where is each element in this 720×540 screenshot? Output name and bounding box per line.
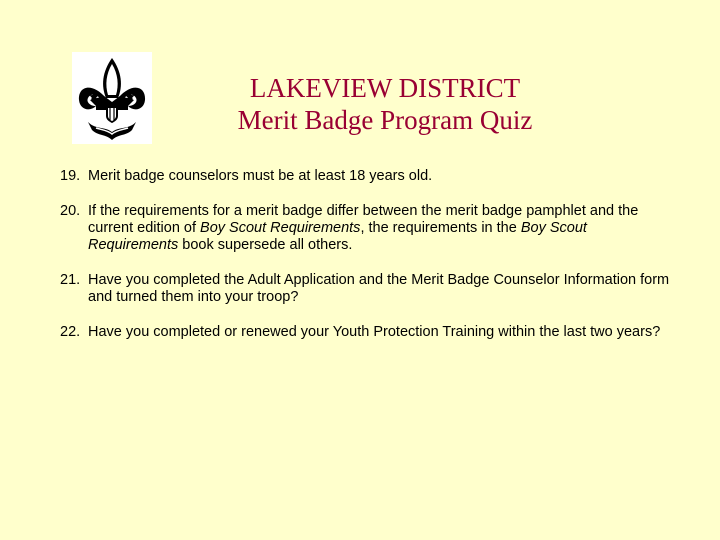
quiz-item-text: book supersede all others.	[178, 237, 353, 253]
fleur-de-lis-icon	[72, 52, 152, 144]
quiz-item-text: Merit badge counselors must be at least 18 years old.	[88, 168, 433, 184]
quiz-item-text: , the requirements in the	[360, 220, 521, 236]
title-line-2: Merit Badge Program Quiz	[237, 105, 533, 135]
quiz-item-21	[60, 272, 670, 306]
quiz-item-20	[60, 203, 670, 254]
quiz-item-22	[60, 324, 670, 341]
quiz-item-number: 21.	[60, 272, 81, 288]
title-line-1: LAKEVIEW DISTRICT	[249, 73, 521, 103]
page-title	[160, 72, 610, 136]
quiz-item-number: 20.	[60, 203, 81, 219]
quiz-item-number: 22.	[60, 324, 81, 340]
bsa-logo	[72, 52, 152, 144]
book-title-italic: Boy Scout Requirements	[88, 220, 587, 253]
quiz-item-text: Have you completed the Adult Application and the Merit Badge Counselor Information form and turned them into your troop?	[88, 272, 670, 305]
book-title-italic: Boy Scout Requirements	[200, 220, 361, 236]
quiz-item-text: If the requirements for a merit badge differ between the merit badge pamphlet and the current edition of	[88, 203, 639, 236]
quiz-list	[60, 168, 670, 359]
quiz-item-text: Have you completed or renewed your Youth Protection Training within the last two years?	[88, 324, 661, 340]
quiz-item-number: 19.	[60, 168, 81, 184]
quiz-item-19	[60, 168, 670, 185]
